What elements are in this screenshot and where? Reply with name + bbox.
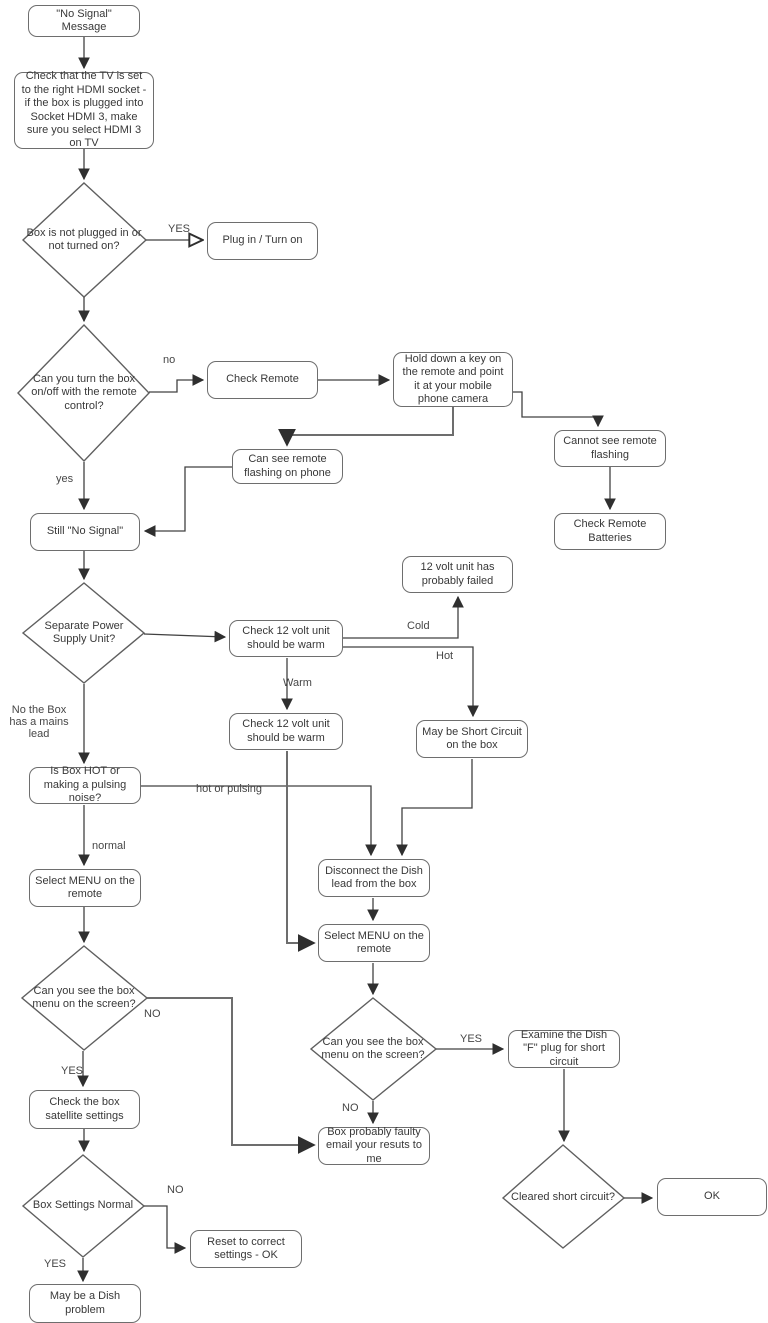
node-cannot-see-flashing: Cannot see remote flashing bbox=[554, 430, 666, 467]
node-can-see-flashing: Can see remote flashing on phone bbox=[232, 449, 343, 484]
connector-holdkey-to-cansee bbox=[287, 407, 453, 445]
connector-remoteonoff-no-checkremote bbox=[149, 380, 203, 392]
edge-label-settings-no: NO bbox=[167, 1184, 184, 1196]
node-check-12v-unit-2: Check 12 volt unit should be warm bbox=[229, 713, 343, 750]
node-select-menu-right: Select MENU on the remote bbox=[318, 924, 430, 962]
node-check-12v-unit-1: Check 12 volt unit should be warm bbox=[229, 620, 343, 657]
decision-label-see-menu-right: Can you see the box menu on the screen? bbox=[321, 1035, 425, 1061]
edge-label-hot: Hot bbox=[436, 650, 454, 662]
node-check-satellite-settings: Check the box satellite settings bbox=[29, 1090, 140, 1129]
edge-label-normal: normal bbox=[92, 840, 126, 852]
edge-label-yes-plug-in: YES bbox=[168, 223, 191, 235]
node-ok: OK bbox=[657, 1178, 767, 1216]
decision-label-cleared-short: Cleared short circuit? bbox=[511, 1191, 615, 1204]
decision-label-see-menu-left: Can you see the box menu on the screen? bbox=[32, 984, 136, 1010]
node-may-be-short-circuit: May be Short Circuit on the box bbox=[416, 720, 528, 758]
node-box-probably-faulty: Box probably faulty email your resuts to me bbox=[318, 1127, 430, 1165]
node-reset-to-correct: Reset to correct settings - OK bbox=[190, 1230, 302, 1268]
connector-check12v-cold-failed bbox=[343, 597, 458, 638]
node-is-box-hot: Is Box HOT or making a pulsing noise? bbox=[29, 767, 141, 804]
connector-boxhot-pulsing-disconnect bbox=[140, 786, 371, 855]
node-12v-unit-failed: 12 volt unit has probably failed bbox=[402, 556, 513, 593]
decision-label-box-unplugged: Box is not plugged in or not turned on? bbox=[26, 226, 142, 252]
node-plug-in-turn-on: Plug in / Turn on bbox=[207, 222, 318, 260]
connector-check12v-hot-short bbox=[343, 647, 473, 716]
edge-label-warm: Warm bbox=[283, 677, 312, 689]
node-may-be-dish-problem: May be a Dish problem bbox=[29, 1284, 141, 1323]
edge-label-menu-right-no: NO bbox=[342, 1102, 359, 1114]
node-check-remote-batteries: Check Remote Batteries bbox=[554, 513, 666, 550]
edge-label-menu-left-no: NO bbox=[144, 1008, 161, 1020]
decision-label-separate-psu: Separate Power Supply Unit? bbox=[44, 619, 124, 645]
node-check-tv-hdmi: Check that the TV is set to the right HDMI socket - if the box is plugged into Socket HDMI 3, make sure you select HDMI 3 on TV bbox=[14, 72, 154, 149]
edge-label-settings-yes: YES bbox=[44, 1258, 67, 1270]
edge-label-mains-lead: No the Box has a mains lead bbox=[9, 704, 69, 740]
connector-check12vb-to-menuright bbox=[287, 751, 314, 943]
connector-holdkey-to-cannotsee bbox=[513, 392, 598, 426]
node-examine-f-plug: Examine the Dish "F" plug for short circuit bbox=[508, 1030, 620, 1068]
decision-label-settings-normal: Box Settings Normal bbox=[32, 1199, 134, 1212]
node-hold-down-key: Hold down a key on the remote and point it at your mobile phone camera bbox=[393, 352, 513, 407]
node-select-menu-left: Select MENU on the remote bbox=[29, 869, 141, 907]
edge-label-cold: Cold bbox=[407, 620, 430, 632]
decision-label-remote-onoff: Can you turn the box on/off with the remote control? bbox=[31, 372, 137, 412]
edge-label-menu-right-yes: YES bbox=[460, 1033, 483, 1045]
connector-seemenuleft-no-boxfaulty bbox=[147, 998, 314, 1145]
edge-label-yes-remote: yes bbox=[56, 473, 74, 485]
edge-label-menu-left-yes: YES bbox=[61, 1065, 84, 1077]
edge-label-hot-or-pulsing: hot or pulsing bbox=[196, 783, 263, 795]
edge-label-no-remote: no bbox=[163, 354, 176, 366]
connector-psu-to-check12v bbox=[144, 634, 225, 637]
node-still-no-signal: Still "No Signal" bbox=[30, 513, 140, 551]
node-no-signal-message: "No Signal" Message bbox=[28, 5, 140, 37]
connector-short-to-disconnect bbox=[402, 759, 472, 855]
connector-settings-no-reset bbox=[144, 1206, 185, 1248]
node-check-remote: Check Remote bbox=[207, 361, 318, 399]
connector-cansee-to-stillnosignal bbox=[145, 467, 232, 531]
node-disconnect-dish: Disconnect the Dish lead from the box bbox=[318, 859, 430, 897]
